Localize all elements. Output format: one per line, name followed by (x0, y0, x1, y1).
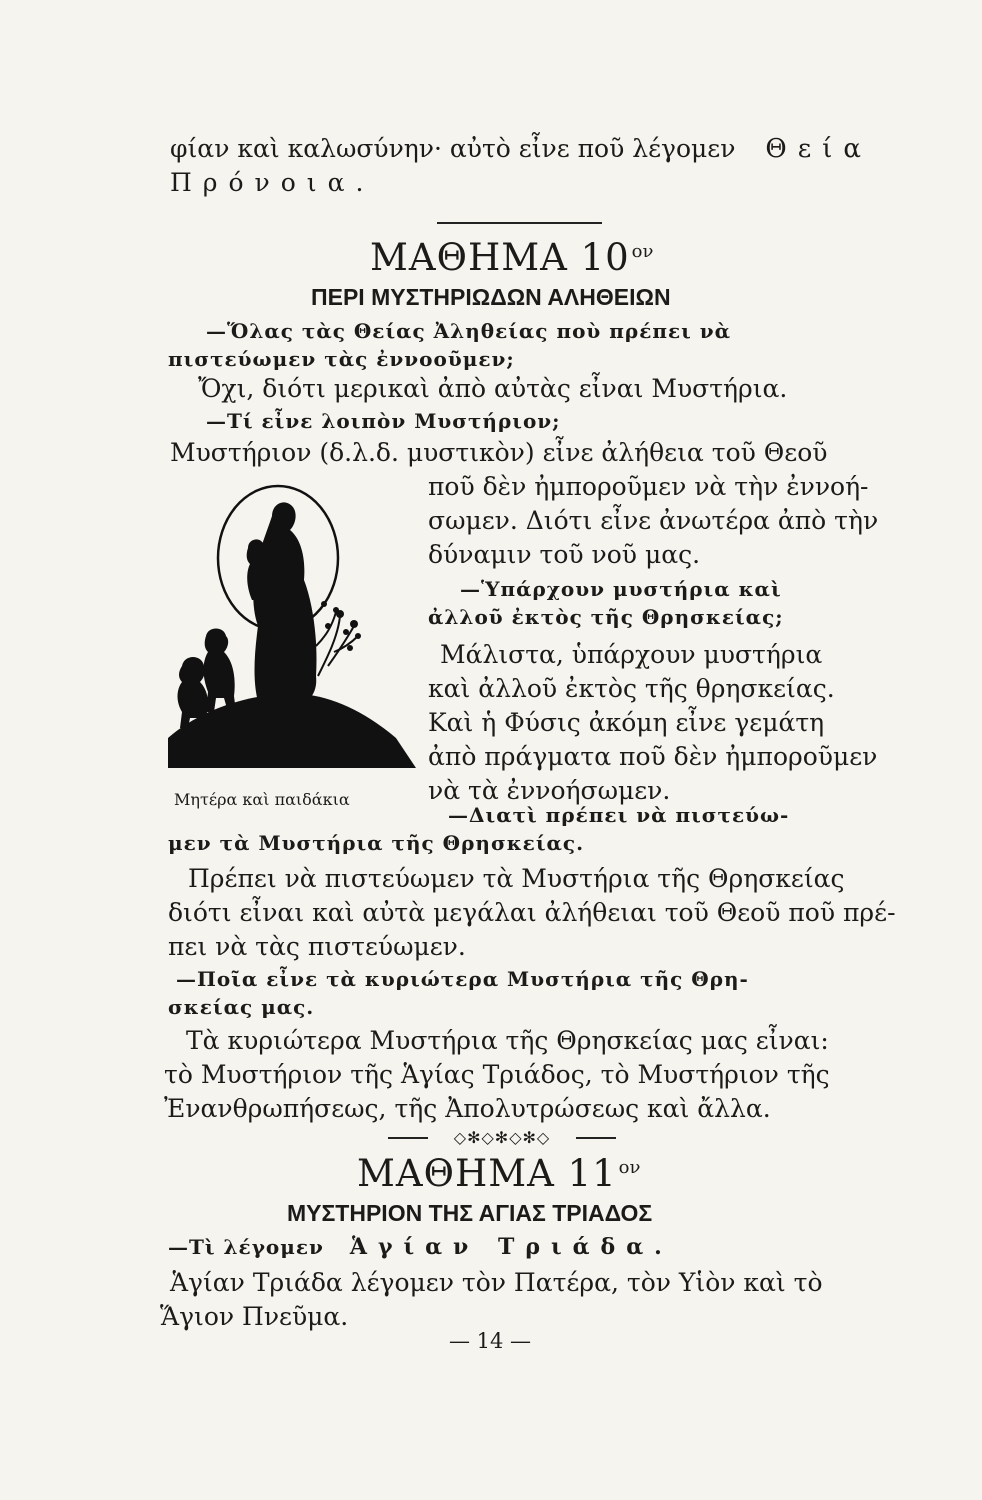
answer-4-line-2: διότι εἶναι καὶ αὐτὰ μεγάλαι ἀλήθειαι τοῦ Θεοῦ ποῦ πρέ- (168, 898, 896, 927)
question-3-line-2: ἀλλοῦ ἐκτὸς τῆς Θρησκείας; (428, 605, 784, 629)
answer-3-line-1: Μάλιστα, ὑπάρχουν μυστήρια (440, 640, 823, 669)
lesson-11-title-text: ΜΑΘΗΜΑ 11 (357, 1152, 617, 1195)
lesson-11-title (357, 1152, 640, 1195)
lesson-11-question-1-prefix: —Τὶ λέγομεν (168, 1235, 324, 1259)
mother-and-children-illustration (168, 476, 418, 772)
answer-3-line-3: Καὶ ἡ Φύσις ἀκόμη εἶνε γεμάτη (428, 708, 825, 737)
divider-rule-right (576, 1137, 616, 1139)
question-5-line-1: —Ποῖα εἶνε τὰ κυριώτερα Μυστήρια τῆς Θρη- (176, 967, 749, 991)
answer-5-line-1: Τὰ κυριώτερα Μυστήρια τῆς Θρησκείας μας εἶναι: (186, 1026, 829, 1055)
lesson-11-subtitle: ΜΥΣΤΗΡΙΟΝ ΤΗΣ ΑΓΙΑΣ ΤΡΙΑΔΟΣ (287, 1200, 653, 1226)
illustration-caption: Μητέρα καὶ παιδάκια (174, 790, 350, 809)
answer-2-line-3: σωμεν. Διότι εἶνε ἀνωτέρα ἀπὸ τὴν (428, 506, 879, 535)
answer-2-line-4: δύναμιν τοῦ νοῦ μας. (428, 540, 701, 569)
lesson-11-answer-1-line-1: Ἁγίαν Τριάδα λέγομεν τὸν Πατέρα, τὸν Υἱὸν καὶ τὸ (170, 1268, 823, 1297)
ornamental-divider (388, 1126, 616, 1150)
answer-2-line-1: Μυστήριον (δ.λ.δ. μυστικὸν) εἶνε ἀλήθεια τοῦ Θεοῦ (170, 438, 828, 467)
lesson-10-title (370, 236, 653, 279)
answer-1: Ὄχι, διότι μερικαὶ ἀπὸ αὐτὰς εἶναι Μυστήρια. (198, 374, 788, 403)
answer-4-line-3: πει νὰ τὰς πιστεύωμεν. (168, 932, 466, 961)
question-5-line-2: σκείας μας. (168, 995, 315, 1019)
lesson-11-title-sup: ον (618, 1156, 641, 1178)
lesson-10-subtitle: ΠΕΡΙ ΜΥΣΤΗΡΙΩΔΩΝ ΑΛΗΘΕΙΩΝ (311, 284, 671, 310)
answer-3-line-2: καὶ ἀλλοῦ ἐκτὸς τῆς θρησκείας. (428, 674, 835, 703)
divider-ornament: ◇✻◇✻◇✻◇ (453, 1128, 551, 1147)
answer-5-line-3: Ἐνανθρωπήσεως, τῆς Ἀπολυτρώσεως καὶ ἄλλα. (164, 1094, 771, 1123)
intro-line-1 (170, 132, 872, 166)
lesson-11-answer-1-line-2: Ἅγιον Πνεῦμα. (160, 1302, 349, 1331)
divider-rule-left (388, 1137, 428, 1139)
page-number: — 14 — (448, 1329, 532, 1353)
question-4-line-1: —Διατὶ πρέπει νὰ πιστεύω- (448, 803, 790, 827)
answer-4-line-1: Πρέπει νὰ πιστεύωμεν τὰ Μυστήρια τῆς Θρησκείας (188, 864, 845, 893)
lesson-11-question-1 (168, 1232, 673, 1262)
answer-3-line-4: ἀπὸ πράγματα ποῦ δὲν ἠμποροῦμεν (428, 742, 878, 771)
answer-5-line-2: τὸ Μυστήριον τῆς Ἁγίας Τριάδος, τὸ Μυστήριον τῆς (164, 1060, 830, 1089)
intro-emphasis-theia: Θεία (765, 134, 872, 164)
intro-line-2: Πρόνοια. (170, 168, 375, 197)
question-1-line-2: πιστεύωμεν τὰς ἐννοοῦμεν; (168, 347, 515, 371)
lesson-10-title-text: ΜΑΘΗΜΑ 10 (370, 236, 630, 279)
answer-3-line-5: νὰ τὰ ἐννοήσωμεν. (428, 776, 671, 805)
question-2: —Τί εἶνε λοιπὸν Μυστήριον; (206, 409, 561, 433)
intro-text: φίαν καὶ καλωσύνην· αὐτὸ εἶνε ποῦ λέγομεν (170, 134, 736, 163)
question-1-line-1: —Ὅλας τὰς Θείας Ἀληθείας ποὺ πρέπει νὰ (206, 319, 732, 343)
lesson-11-question-1-emphasis: Ἁγίαν Τριάδα. (349, 1234, 673, 1260)
question-4-line-2: μεν τὰ Μυστήρια τῆς Θρησκείας. (168, 831, 585, 855)
answer-2-line-2: ποῦ δὲν ἠμποροῦμεν νὰ τὴν ἐννοή- (428, 472, 869, 501)
lesson-10-title-sup: ον (631, 240, 654, 262)
section-rule (437, 222, 602, 224)
question-3-line-1: —Ὑπάρχουν μυστήρια καὶ (460, 577, 782, 601)
